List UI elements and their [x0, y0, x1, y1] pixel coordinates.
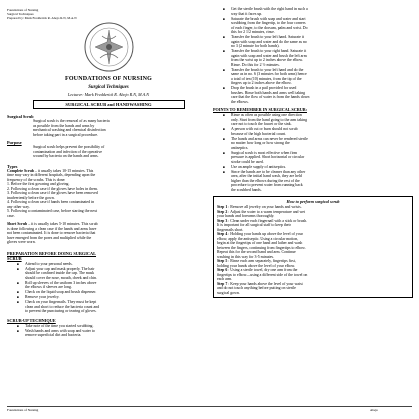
procedure-step: Step 5 : Rinse each arm separately, fingertips first, holding your hands above the level of your elbow.: [217, 259, 296, 268]
point-item: ■ The hands and arms can never be rendered sterile no matter how long or how strong the antiseptics.: [231, 137, 413, 151]
procedure-steps: [217, 205, 409, 295]
document-title: FOUNDATIONS OF NURSING: [64, 76, 153, 82]
short-scrub-line: is done following a clean case if the hands and arms have: [7, 226, 97, 231]
types-line: inadvertently before the gown.: [7, 195, 55, 200]
procedure-step: Step 6 : Using a sterile towel, dry one arm from the fingertips to elbow—using a different side of the towel on each arm.: [217, 268, 308, 281]
preparation-item: ■ Adjust your cap and mask properly. The hair should be confined inside the cap. The mask should cover the nose, mouth, cheek and chin.: [25, 267, 210, 281]
types-line: Complete Scrub – it usually takes 10-15 minutes. This: [7, 168, 94, 173]
types-heading: Types: [7, 163, 18, 169]
point-item: ■ Surgical scrub is most effective when firm pressure is applied. Short horizontal or circular stroke could be used.: [231, 151, 413, 165]
procedure-step: Step 3 : Clean under each fingernail with a stick or brush. It is important for all surgical staff to keep their fingernails short.: [217, 218, 308, 232]
definition-line: as possible from the hands and arms by: [33, 123, 95, 128]
scrub-step-item: ■ Saturate the brush with soap and water and start scrubbing from the fingertip, to the four corners of each finger, to the dorsum, palm and wrist. Do this for 2 1/2 minutes, rinse.: [231, 17, 413, 35]
preparation-item: ■ Roll up sleeves of the uniform 3 inches above the elbows if sleeves are long.: [25, 281, 210, 290]
right-column: [213, 6, 413, 298]
procedure-box: [213, 196, 413, 298]
scrub-step-item: ■ Transfer the brush to your left hand. Saturate it again with soap and water and do the same as no no 3 (2 minute for both hands).: [231, 35, 413, 49]
lecturer-line: Lecturer: Mark Fredderick R. Abejo R.N, M.A.N: [67, 92, 150, 97]
types-line: 3. Following a clean case if the gloves have been removed: [7, 191, 98, 195]
types-line: frequency of the scrubs. This is done:: [7, 177, 66, 182]
types-line: case.: [7, 213, 15, 218]
short-scrub-line: Short Scrub – it is usually takes 5-10 minutes. This scrub: [7, 222, 98, 226]
header-line-1: Foundations of Nursing: [7, 8, 39, 12]
preparation-item: ■ Remove your jewelry.: [25, 295, 210, 300]
left-column: [7, 20, 210, 338]
preparation-item: ■ Attend to your personal needs.: [25, 262, 210, 267]
purpose-line: Surgical scrub helps prevent the possibility of: [33, 145, 105, 149]
types-paragraph: [7, 169, 210, 219]
scrub-up-item: ■ Take note of the time you started scrubbing.: [25, 324, 210, 329]
types-line: 4. Following a clean case if hands been contaminated in: [7, 200, 95, 204]
procedure-step-label: Step 7: [217, 281, 228, 286]
preparation-list: [7, 262, 210, 314]
document-subtitle: Surgical Techniques: [88, 85, 129, 90]
definition-line: before taking part in a surgical procedure.: [33, 132, 99, 137]
scrub-step-item: ■ Drop the brush in a pail provided for used brushes. Rinse both hands and arms well taking care that the flow of water is from the hands down the elbows.: [231, 86, 413, 104]
page-header: [7, 8, 77, 20]
types-line: 2. Following a clean case if the gloves have holes in them.: [7, 186, 98, 191]
types-line: any other way.: [7, 204, 30, 209]
scrub-steps-list: [213, 7, 413, 104]
point-item: ■ Since the hands are to be cleaner than any other area, after the initial hand wash, they are held higher than the elbows during the rest of the procedure to prevent water from running back the scrubbed hands.: [231, 170, 413, 193]
nursing-logo-icon: [82, 20, 136, 74]
short-scrub-line: gloves were worn.: [7, 240, 36, 244]
procedure-step: Step 4 : Holding your hands up above the level of your elbow, apply the antiseptic. Using a circular motion, begin at the fingertips of one hand and lather and wash between the fingers, continuing from fingertips to elbow. Repeat this for the second hand and arm. Continue washing in this way for 3-5 minutes.: [217, 232, 306, 259]
point-item: ■ Rinse as often as possible using one direction only. Start from the hand going to the arm taking care not to touch the faucet or the sink.: [231, 113, 413, 127]
definition-line: mechanical washing and chemical disinfection: [33, 128, 106, 132]
types-line: time may vary in different hospitals, depending upon the: [7, 173, 96, 177]
footer-rule: [7, 406, 412, 407]
points-heading: POINTS TO REMEMBER IN SURGICAL SCRUB:: [213, 107, 307, 112]
procedure-step-label: Step 3: [217, 218, 228, 223]
purpose-line: contamination and infection of the operative: [33, 149, 103, 154]
purpose-paragraph: [7, 145, 210, 159]
scrub-step-item: ■ Transfer the brush to your right hand. Saturate it again with soap and water and brush the left arm from the wrist up to 2 inches above the elbow. Rinse. Do this for 2 ½ minutes.: [231, 49, 413, 67]
scrub-up-item: ■ Wash hands and arms with soap and water to remove superficial dirt and bacteria.: [25, 329, 210, 338]
types-line: 1. Before the first gowning and gloving.: [7, 182, 70, 186]
definition-paragraph: [7, 119, 210, 137]
procedure-step-label: Step 5: [217, 259, 228, 263]
procedure-step-label: Step 4: [217, 232, 228, 236]
point-item: ■ A person with cut or burn should not scrub because of the high bacterial count.: [231, 127, 413, 136]
header-line-2: Surgical Techniques: [7, 12, 34, 16]
preparation-heading-line-2: SCRUB: [7, 255, 22, 261]
section-box-title: SURGICAL SCRUB and HANDWASHING: [33, 100, 185, 109]
procedure-step-label: Step 1: [217, 205, 228, 209]
preparation-item: ■ Check on the liquid soap and brush dispenser.: [25, 290, 210, 295]
points-list: [213, 113, 413, 192]
definition-heading: Surgical Scrub: [7, 114, 34, 119]
preparation-heading-line-1: PREPARATION BEFORE DOING SURGICAL: [7, 250, 97, 256]
purpose-heading: Purpose: [7, 140, 22, 145]
preparation-item: ■ Check on your fingernails. They must be kept clean and short to reduce the bacteria count and to prevent the puncturing or tearing of gloves.: [25, 300, 210, 314]
purpose-line: wound by bacteria on the hands and arms.: [33, 154, 99, 158]
footer-left: Foundations of Nursing: [7, 408, 39, 412]
types-line: 5. Following a contaminated case, before starting the next: [7, 209, 98, 213]
procedure-step: Step 1 : Remove all jewelry on your hands and wrists.: [217, 205, 302, 209]
short-scrub-paragraph: [7, 222, 210, 245]
procedure-step-label: Step 2: [217, 209, 228, 214]
scrub-up-list: [7, 324, 210, 338]
point-item: ■ Use an ample supply of antiseptics.: [231, 165, 413, 170]
procedure-box-title: How to perform surgical scrub: [286, 199, 340, 204]
footer-right: Abejo: [370, 408, 379, 412]
scrub-step-item: ■ Get the sterile brush with the right hand in such a way that it faces up.: [231, 7, 413, 16]
procedure-step-label: Step 6: [217, 268, 228, 272]
short-scrub-line: have emerged from the pores and multiplied while the: [7, 235, 92, 240]
definition-line: Surgical scrub is the removal of as many bacteria: [33, 119, 110, 123]
preparation-heading: [7, 251, 210, 261]
procedure-step: Step 7 : Keep your hands above the level of your waist and do not touch anything before putting on sterile surgical gown.: [217, 281, 303, 295]
scrub-up-heading: SCRUB-UP TECHNIQUE: [7, 317, 56, 323]
procedure-step: Step 2 : Adjust the water to a warm temperature and wet your hands and forearms thoroughly.: [217, 209, 306, 218]
scrub-step-item: ■ Transfer the brush to your left hand and do the same as in no. 6 (3 minutes for both arms) hence a total of ten (10) minutes, from the tip of the fingers up to 2 inches above the elbow.: [231, 68, 413, 86]
header-line-3: Prepared by: Mark Fredderick R. Abejo R.N, M.A.N: [7, 16, 77, 20]
short-scrub-line: not been contaminated. It is done to remove bacteria that: [7, 231, 96, 235]
